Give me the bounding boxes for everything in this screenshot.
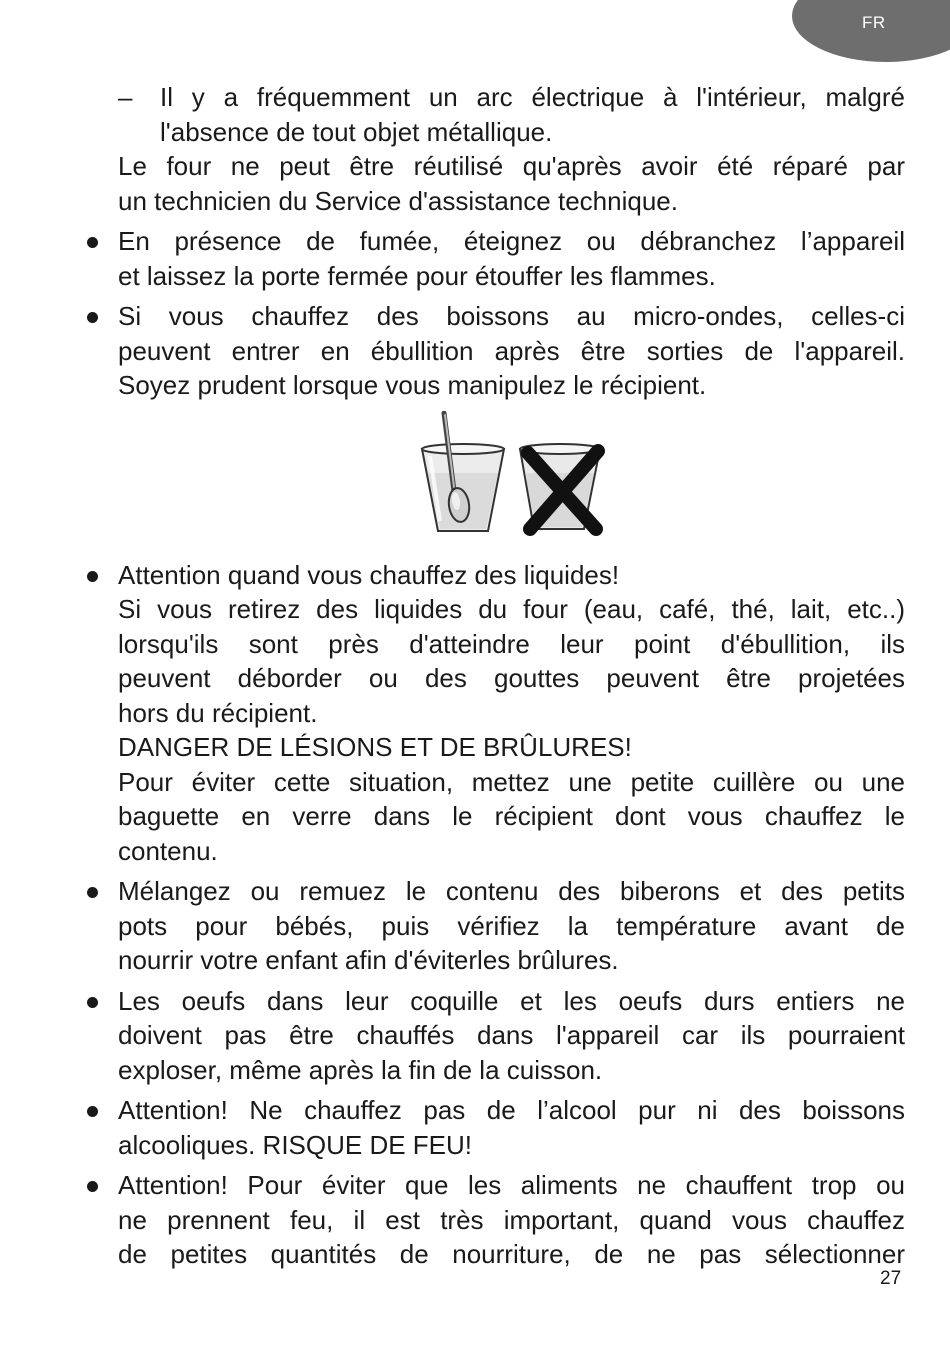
bullet-dot [80, 306, 118, 323]
bullet-item-small-quantities [80, 1168, 905, 1272]
dash-marker: – [118, 82, 133, 112]
page-content [80, 80, 905, 1278]
text-line: Pour éviter cette situation, mettez une petite cuillère ou une [118, 766, 905, 797]
text-line: lorsqu'ils sont près d'atteindre leur point d'ébullition, ils [118, 628, 905, 659]
text-line: nourrir votre enfant afin d'éviterles brûlures. [118, 945, 619, 975]
text-line: Attention! Ne chauffez pas de l’alcool pur ni des boissons [118, 1095, 905, 1125]
dash-followup-paragraph [80, 149, 905, 218]
text-line: et laissez la porte fermée pour étouffer les flammes. [118, 260, 716, 291]
text-line: doivent pas être chauffés dans l'appareil car ils pourraient [118, 1020, 905, 1050]
text-line: contenu. [118, 835, 218, 866]
page-number: 27 [880, 1268, 902, 1289]
bullet-dot [80, 1175, 118, 1192]
text-line: ne prennent feu, il est très important, quand vous chauffez [118, 1204, 905, 1235]
bullet-dot [80, 565, 118, 582]
glass-spoon-illustration [410, 411, 615, 536]
text-line: un technicien du Service d'assistance technique. [118, 185, 678, 216]
text-line: peuvent déborder ou des gouttes peuvent être projetées [118, 663, 905, 693]
text-line: Il y a fréquemment un arc électrique à l'intérieur, malgré [160, 82, 905, 112]
bullet-dot [80, 881, 118, 898]
text-line: l'absence de tout objet métallique. [160, 116, 553, 147]
bullet-item-smoke [80, 224, 905, 293]
text-line: Soyez prudent lorsque vous manipulez le récipient. [118, 370, 707, 400]
text-line: de petites quantités de nourriture, de ne pas sélectionner [118, 1239, 905, 1269]
glass-with-spoon-icon [422, 413, 504, 531]
text-line: Mélangez ou remuez le contenu des biberons et des petits [118, 876, 905, 906]
text-line: Attention! Pour éviter que les aliments ne chauffent trop ou [118, 1170, 905, 1200]
text-line: pots pour bébés, puis vérifiez la température avant de [118, 910, 905, 941]
text-line: Attention quand vous chauffez des liquides! [118, 559, 620, 590]
bullet-dot [80, 991, 118, 1008]
bullet-item-eggs [80, 984, 905, 1088]
text-line: Si vous retirez des liquides du four (eau, café, thé, lait, etc..) [118, 594, 905, 624]
text-line: Les oeufs dans leur coquille et les oeufs durs entiers ne [118, 985, 905, 1016]
text-line: alcooliques. RISQUE DE FEU! [118, 1129, 473, 1160]
glass-without-spoon-crossed-icon [520, 444, 600, 529]
bullet-dot [80, 1100, 118, 1117]
text-line: hors du récipient. [118, 697, 318, 728]
text-line: Si vous chauffez des boissons au micro-ondes, celles-ci [118, 301, 905, 331]
text-line: exploser, même après la fin de la cuisson. [118, 1054, 603, 1085]
text-line: baguette en verre dans le récipient dont vous chauffez le [118, 801, 905, 831]
text-line: Le four ne peut être réutilisé qu'après avoir été réparé par [118, 151, 905, 181]
bullet-item-alcohol [80, 1093, 905, 1162]
text-line: En présence de fumée, éteignez ou débranchez l’appareil [118, 226, 905, 256]
glass-illustration-svg [410, 411, 615, 536]
bullet-item-baby-food [80, 874, 905, 978]
bullet-item-beverages [80, 299, 905, 403]
bullet-item-liquids [80, 558, 905, 869]
text-line: peuvent entrer en ébullition après être sorties de l'appareil. [118, 335, 905, 366]
language-label: FR [862, 13, 886, 32]
dash-item [80, 80, 905, 149]
text-line: DANGER DE LÉSIONS ET DE BRÛLURES! [118, 732, 632, 762]
bullet-dot [80, 231, 118, 248]
